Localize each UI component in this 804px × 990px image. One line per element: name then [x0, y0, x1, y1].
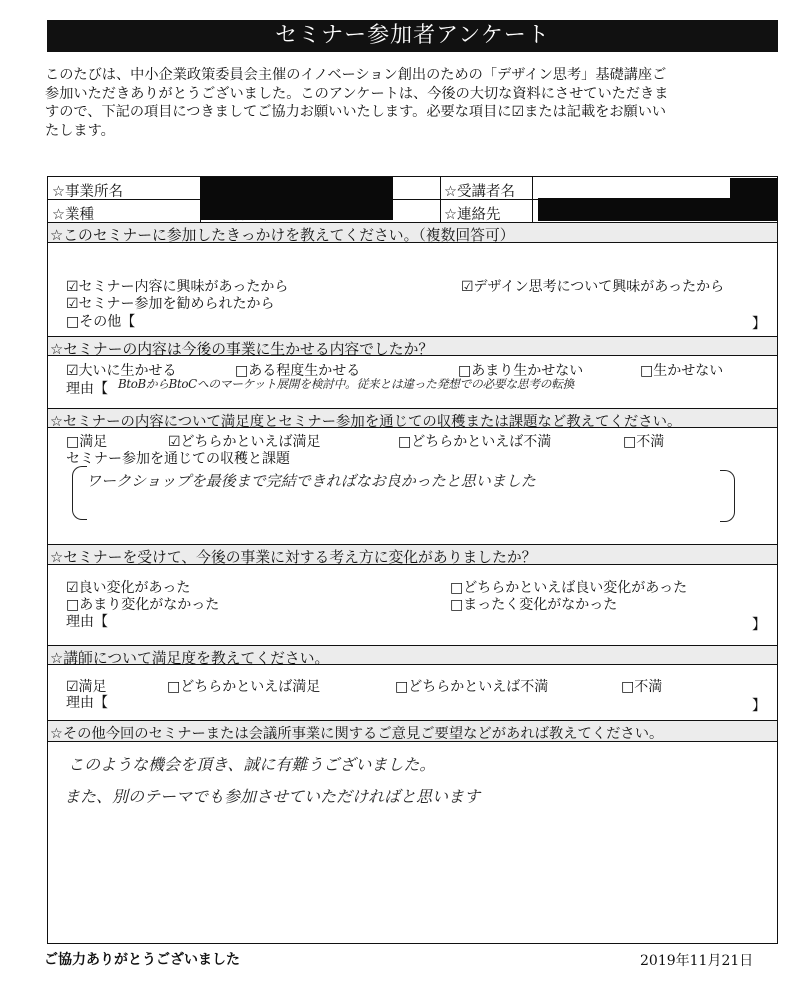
contact-redaction — [538, 198, 778, 221]
divider — [47, 645, 778, 646]
company-name-redaction — [200, 177, 393, 220]
q3-option-dissatisfied[interactable]: □不満 — [623, 434, 665, 450]
q1-other-close-bracket: 】 — [752, 316, 766, 332]
q3-question: ☆セミナーの内容について満足度とセミナー参加を通じての収穫または課題など教えてください。 — [50, 414, 682, 430]
q2-option-not-useful[interactable]: □生かせない — [640, 363, 724, 379]
q3-answer-open-bracket — [72, 466, 87, 520]
divider — [47, 408, 778, 409]
q1-option-design-thinking[interactable]: ☑デザイン思考について興味があったから — [461, 279, 725, 295]
q1-option-content-interest[interactable]: ☑セミナー内容に興味があったから — [66, 279, 289, 295]
intro-text — [45, 66, 780, 140]
q6-answer-line1: このような機会を頂き、誠に有難うございました。 — [68, 755, 436, 774]
divider — [532, 176, 533, 222]
q3-option-somewhat-satisfied[interactable]: ☑どちらかといえば満足 — [168, 434, 321, 450]
intro-line: このたびは、中小企業政策委員会主催のイノベーション創出のための「デザイン思考」基礎講座ご — [45, 67, 667, 83]
q5-option-somewhat-dissatisfied[interactable]: □どちらかといえば不満 — [395, 679, 549, 695]
q5-option-satisfied[interactable]: ☑満足 — [66, 679, 107, 695]
q4-option-good-change[interactable]: ☑良い変化があった — [66, 580, 191, 596]
q4-option-little-change[interactable]: □あまり変化がなかった — [66, 597, 220, 613]
q5-reason-label: 理由【 — [66, 695, 108, 711]
q1-option-other[interactable]: □その他【 — [66, 314, 136, 330]
divider — [47, 336, 778, 337]
q2-option-somewhat-useful[interactable]: □ある程度生かせる — [235, 363, 361, 379]
q6-question: ☆その他今回のセミナーまたは会議所事業に関するご意見ご要望などがあれば教えてください。 — [50, 726, 664, 742]
q4-option-somewhat-good-change[interactable]: □どちらかといえば良い変化があった — [450, 580, 688, 596]
intro-line: 参加いただきありがとうございました。このアンケートは、今後の大切な資料にさせていただきま — [45, 85, 669, 102]
q5-reason-close-bracket: 】 — [752, 698, 766, 714]
q5-option-dissatisfied[interactable]: □不満 — [621, 679, 663, 695]
q4-question: ☆セミナーを受けて、今後の事業に対する考え方に変化がありましたか？ — [50, 549, 537, 566]
divider — [47, 222, 778, 223]
q3-answer: ワークショップを最後まで完結できればなお良かったと思いました — [86, 472, 536, 490]
industry-label: ☆業種 — [52, 207, 94, 223]
divider — [47, 720, 778, 721]
thanks-text: ご協力ありがとうございました — [44, 952, 240, 968]
q2-option-not-very-useful[interactable]: □あまり生かせない — [458, 363, 584, 379]
q4-reason-label: 理由【 — [66, 614, 108, 630]
q1-question: ☆このセミナーに参加したきっかけを教えてください。（複数回答可） — [50, 227, 515, 244]
q6-answer-line2: また、別のテーマでも参加させていただければと思います — [64, 787, 481, 806]
q1-option-recommended[interactable]: ☑セミナー参加を勧められたから — [66, 296, 275, 312]
q2-reason-label: 理由【 — [66, 381, 108, 397]
q4-option-no-change[interactable]: □まったく変化がなかった — [450, 597, 618, 613]
company-name-label: ☆事業所名 — [52, 184, 123, 200]
q2-question: ☆セミナーの内容は今後の事業に生かせる内容でしたか？ — [50, 341, 434, 358]
q4-reason-close-bracket: 】 — [752, 617, 766, 633]
intro-line: すので、下記の項目につきましてご協力お願いいたします。必要な項目に☑または記載をお願いい — [45, 104, 667, 120]
intro-line: たします。 — [45, 122, 115, 139]
q3-option-satisfied[interactable]: □満足 — [66, 434, 108, 450]
q5-question: ☆講師について満足度を教えてください。 — [50, 650, 330, 667]
contact-label: ☆連絡先 — [444, 207, 501, 223]
attendee-name-label: ☆受講者名 — [444, 184, 515, 200]
q3-option-somewhat-dissatisfied[interactable]: □どちらかといえば不満 — [398, 434, 552, 450]
q5-option-somewhat-satisfied[interactable]: □どちらかといえば満足 — [167, 679, 321, 695]
survey-title: セミナー参加者アンケート — [47, 20, 778, 52]
survey-date: 2019年11月21日 — [640, 953, 754, 969]
q2-reason-answer: BtoBからBtoCへのマーケット展開を検討中。従来とは違った発想での必要な思考の転換 — [118, 377, 574, 391]
q2-option-very-useful[interactable]: ☑大いに生かせる — [66, 363, 177, 379]
q3-subquestion: セミナー参加を通じての収穫と課題 — [66, 451, 290, 467]
divider — [47, 544, 778, 545]
q3-answer-close-bracket — [720, 470, 735, 522]
attendee-name-redaction — [730, 178, 778, 199]
divider — [440, 176, 441, 222]
